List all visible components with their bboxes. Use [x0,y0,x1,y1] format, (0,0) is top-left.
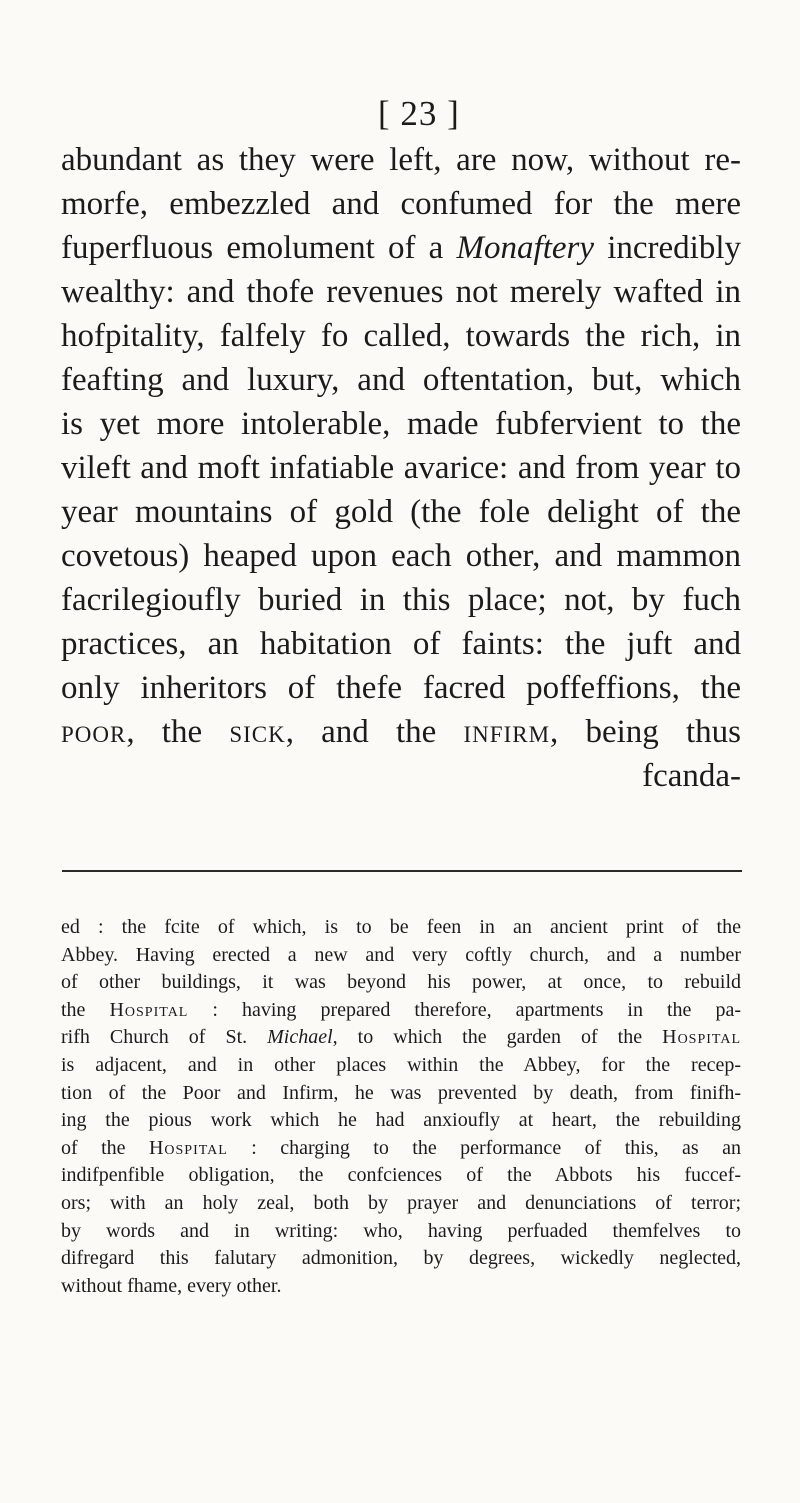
text-run: of the [61,1136,149,1159]
text-line [61,710,741,754]
small-caps-text: infirm [463,714,551,750]
text-run: covetous) heaped upon each other, and mammon [61,538,741,574]
footnote-line [61,1162,741,1190]
text-run: incredibly [594,230,741,266]
text-line [61,446,741,490]
footnote-line [61,969,741,997]
footnote-line [61,1273,741,1301]
text-line [61,314,741,358]
footnote-line [61,1024,741,1052]
text-line [61,182,741,226]
text-run: abundant as they were left, are now, without re- [61,142,741,178]
text-run: fcanda- [642,758,741,794]
text-run: , the [126,714,230,750]
text-line [61,226,741,270]
page-number: [ 23 ] [378,94,460,133]
footnote-line [61,997,741,1025]
text-line [61,754,741,798]
text-line [61,270,741,314]
text-run: difregard this falutary admonition, by degrees, wickedly neglected, [61,1247,741,1270]
text-run: , to which the garden of the [332,1026,663,1049]
footnote-line [61,914,741,942]
text-run: tion of the Poor and Infirm, he was prevented by death, from finifh- [61,1081,741,1104]
text-line [61,534,741,578]
text-run: fuperfluous emolument of a [61,230,457,266]
text-run: ors; with an holy zeal, both by prayer and denunciations of terror; [61,1191,741,1214]
footnote-line [61,1190,741,1218]
text-run: , being thus [550,714,741,750]
text-run: ing the pious work which he had anxioufly at heart, the rebuilding [61,1109,741,1132]
text-run: by words and in writing: who, having perfuaded themfelves to [61,1219,741,1242]
footnote-line [61,1218,741,1246]
text-run: , and the [285,714,464,750]
footnote-divider [62,870,742,872]
text-run: : having prepared therefore, apartments in the pa- [188,998,741,1021]
text-run: without fhame, every other. [61,1274,282,1297]
small-caps-text: Hospital [662,1026,742,1049]
text-line [61,578,741,622]
text-run: facrilegioufly buried in this place; not, by fuch [61,582,741,618]
footnote-line [61,1080,741,1108]
text-run: is yet more intolerable, made fubfervient to the [61,406,741,442]
main-text-block [61,138,741,798]
text-run: : charging to the performance of this, as an [227,1136,741,1159]
text-run: practices, an habitation of faints: the juft and [61,626,741,662]
text-run: ed : the fcite of which, is to be feen in an ancient print of the [61,916,741,938]
small-caps-text: poor [61,714,127,750]
text-run: the [61,998,110,1021]
text-run: rifh Church of St. [61,1026,268,1049]
text-run: vileft and moft infatiable avarice: and from year to [61,450,741,486]
footnote-line [61,1135,741,1163]
footnote-line [61,942,741,970]
text-line [61,490,741,534]
text-run: Abbey. Having erected a new and very coftly church, and a number [61,943,741,966]
text-line [61,358,741,402]
text-run: feafting and luxury, and oftentation, but, which [61,362,741,398]
footnote-line [61,1245,741,1273]
text-run: hofpitality, falfely fo called, towards the rich, in [61,318,741,354]
text-run: morfe, embezzled and confumed for the mere [61,186,741,222]
text-line [61,666,741,710]
footnote-line [61,1107,741,1135]
italic-text: Monaftery [456,230,594,266]
italic-text: Michael [267,1026,333,1049]
text-run: of other buildings, it was beyond his power, at once, to rebuild [61,971,741,994]
text-run: year mountains of gold (the fole delight of the [61,494,741,530]
text-line [61,402,741,446]
small-caps-text: Hospital [148,1136,228,1159]
text-run: is adjacent, and in other places within the Abbey, for the recep- [61,1053,741,1076]
small-caps-text: Hospital [109,998,189,1021]
text-run: only inheritors of thefe facred poffeffions, the [61,670,741,706]
text-line [61,622,741,666]
footnote-block [61,914,741,1300]
small-caps-text: sick [229,714,286,750]
footnote-line [61,1052,741,1080]
text-run: wealthy: and thofe revenues not merely wafted in [61,274,741,310]
text-line [61,138,741,182]
text-run: indifpenfible obligation, the confciences of the Abbots his fuccef- [61,1164,741,1187]
